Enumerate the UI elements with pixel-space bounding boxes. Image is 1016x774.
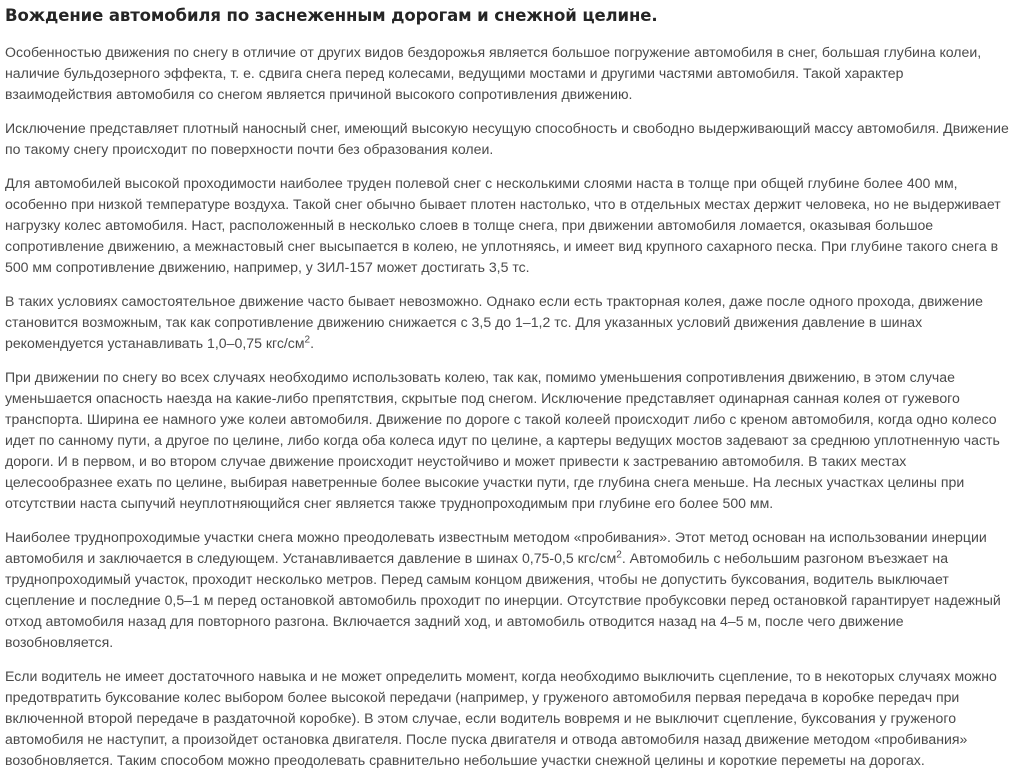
superscript: 2 <box>304 334 311 346</box>
paragraph-tail: . Автомобиль с небольшим разгоном въезжает на труднопроходимый участок, проходит несколько метров. Перед самым концом движения, чтобы не допустить буксования, водитель выключает сцепление и последние 0,5–1 м перед остановкой автомобиль проходит по инерции. Отсутствие пробуксовки перед остановкой гарантирует надежный отход автомобиля назад для повторного разгона. Включается задний ход, и автомобиль отводится назад на 4–5 м, после чего движение возобновляется. <box>5 550 1001 650</box>
paragraph-dense-snow <box>5 118 1013 160</box>
paragraph-text: При движении по снегу во всех случаях необходимо использовать колею, так как, помимо уменьшения сопротивления движению, в этом случае уменьшается опасность наезда на какие-либо препятствия, скрытые под снегом. Исключение представляет одинарная санная колея от гужевого транспорта. Ширина ее намного уже колеи автомобиля. Движение по дороге с такой колеей происходит либо с креном автомобиля, когда одно колесо идет по санному пути, а другое по целине, либо когда оба колеса идут по целине, а картеры ведущих мостов задевают за среднюю уплотненную часть дороги. И в первом, и во втором случае движение происходит неустойчиво и может привести к застреванию автомобиля. В таких местах целесообразнее ехать по целине, выбирая наветренные более высокие участки пути, где глубина снега меньше. На лесных участках целины при отсутствии наста сыпучий неуплотняющийся снег является также труднопроходимым при глубине его более 500 мм. <box>5 369 1000 511</box>
paragraph-higher-gear <box>5 666 1013 771</box>
paragraph-tractor-track <box>5 291 1013 354</box>
paragraph-text: Если водитель не имеет достаточного навыка и не может определить момент, когда необходимо выключить сцепление, то в некоторых случаях можно предотвратить буксование колес выбором более высокой передачи (например, у груженого автомобиля первая передача в коробке передач при включенной второй передаче в раздаточной коробке). В этом случае, если водитель вовремя и не выключит сцепление, буксования у груженого автомобиля не наступит, а произойдет остановка двигателя. После пуска двигателя и отвода автомобиля назад движение методом «пробивания» возобновляется. Таким способом можно преодолевать сравнительно небольшие участки снежной целины и короткие переметы на дорогах. <box>5 668 997 768</box>
superscript: 2 <box>616 549 622 561</box>
paragraph-snow-resistance <box>5 42 1013 105</box>
article-title: Вождение автомобиля по заснеженным дорогам и снежной целине. <box>5 6 658 25</box>
paragraph-use-track <box>5 367 1013 514</box>
paragraph-text: Особенностью движения по снегу в отличие от других видов бездорожья является большое погружение автомобиля в снег, большая глубина колеи, наличие бульдозерного эффекта, т. е. сдвига снега перед колесами, ведущими мостами и другими частями автомобиля. Такой характер взаимодействия автомобиля со снегом является причиной высокого сопротивления движению. <box>5 44 982 102</box>
paragraph-field-snow <box>5 173 1013 278</box>
paragraph-text: В таких условиях самостоятельное движение часто бывает невозможно. Однако если есть тракторная колея, даже после одного прохода, движение становится возможным, так как сопротивление движению снижается с 3,5 до 1–1,2 тс. Для указанных условий движения давление в шинах рекомендуется устанавливать 1,0–0,75 кгс/см <box>5 293 983 351</box>
paragraph-tail: . <box>310 335 315 351</box>
paragraph-text: Для автомобилей высокой проходимости наиболее труден полевой снег с несколькими слоями наста в толще при общей глубине более 400 мм, особенно при низкой температуре воздуха. Такой снег обычно бывает плотен настолько, что в отдельных местах держит человека, но не выдерживает нагрузку колес автомобиля. Наст, расположенный в несколько слоев в толще снега, при движении автомобиля ломается, оказывая большое сопротивление движению, а межнастовый снег высыпается в колею, не уплотняясь, и имеет вид крупного сахарного песка. При глубине такого снега в 500 мм сопротивление движению, например, у ЗИЛ-157 может достигать 3,5 тс. <box>5 175 1001 275</box>
paragraph-punching-method <box>5 527 1013 653</box>
paragraph-text: Исключение представляет плотный наносный снег, имеющий высокую несущую способность и свободно выдерживающий массу автомобиля. Движение по такому снегу происходит по поверхности почти без образования колеи. <box>5 120 1009 157</box>
paragraph-text: Наиболее труднопроходимые участки снега можно преодолевать известным методом «пробивания». Этот метод основан на использовании инерции автомобиля и заключается в следующем. Устанавливается давление в шинах 0,75-0,5 кгс/см <box>5 529 987 566</box>
